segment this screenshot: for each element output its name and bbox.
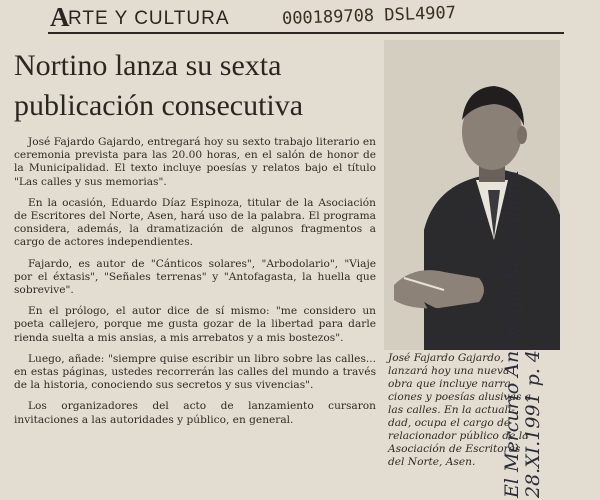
section-header [40, 4, 560, 30]
caption-line: ciones y poesías alusivas a [388, 391, 532, 403]
caption-line: relacionador público de la [388, 430, 529, 442]
title-line-1: Nortino lanza su sexta [14, 49, 282, 82]
header-divider [48, 32, 564, 34]
caption-line: obra que incluye narra- [388, 378, 515, 390]
paragraph: José Fajardo Gajardo, entregará hoy su sexto trabajo literario en ceremonia prevista para las 20.00 horas, en el salón de honor de la Municipalidad. El texto incluye poesías y relatos bajo el título "Las calles y sus memorias". [14, 136, 376, 188]
handwritten-source-note [502, 78, 542, 498]
source-date-page: 28.XI.1991 p. 4. [522, 343, 544, 498]
section-initial: A [50, 2, 70, 32]
paragraph: En el prólogo, el autor dice de sí mismo: "me considero un poeta callejero, porque me gusta gozar de la libertad para darle rienda suelta a mis ansias, a mis arrebatos y a mis bostezos". [14, 305, 376, 344]
caption-line: las calles. En la actuali- [388, 404, 515, 416]
article-body [14, 136, 376, 435]
paragraph: En la ocasión, Eduardo Díaz Espinoza, titular de la Asociación de Escritores del Norte, Asen, hará uso de la palabra. El programa considera, además, la dramatización de algunos fragmentos a cargo de actores independientes. [14, 196, 376, 249]
caption-line: lanzará hoy una nueva [388, 365, 510, 377]
paragraph: Los organizadores del acto de lanzamiento cursaron invitaciones a las autoridades y público, en general. [14, 400, 376, 426]
caption-line: Asociación de Escritores [388, 443, 521, 455]
article-title [14, 46, 384, 126]
caption-line: dad, ocupa el cargo de [388, 417, 511, 429]
caption-line: del Norte, Asen. [388, 456, 476, 468]
section-label: RTE Y CULTURA [68, 8, 230, 29]
paragraph: Luego, añade: "siempre quise escribir un libro sobre las calles... en estas páginas, ustedes recorrerán las calles del mundo a través de la historia, conociendo sus secretos y sus vivencias". [14, 352, 376, 392]
caption-line: José Fajardo Gajardo, [388, 352, 504, 364]
source-publication: El Mercurio Antofagasta - Calama [501, 170, 523, 498]
title-line-2: publicación consecutiva [14, 89, 304, 122]
archive-code: 000189708 DSL4907 [281, 2, 457, 30]
paragraph: Fajardo, es autor de "Cánticos solares", "Arbodolario", "Viaje por el éxtasis", "Señales terrenas" y "Antofagasta, la huella que sobrevive". [14, 257, 376, 297]
